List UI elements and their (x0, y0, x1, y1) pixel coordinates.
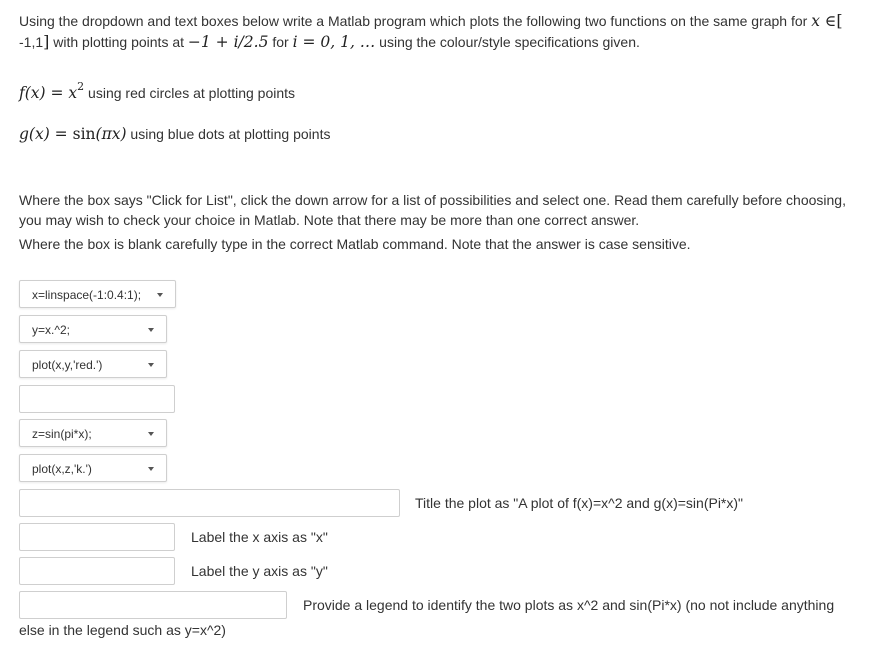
xlabel-input[interactable] (19, 523, 175, 551)
dropdown-y-expression[interactable] (19, 315, 167, 343)
ylabel-input[interactable] (19, 557, 175, 585)
caret-down-icon (148, 467, 154, 471)
dropdown-plot-f[interactable] (19, 350, 167, 378)
dropdown-plot-g[interactable] (19, 454, 167, 482)
x-in-symbol: x ∈ (811, 12, 837, 30)
instructions-p1-line2: you may wish to check your choice in Matlab. Note that there may be more than one correct answer. (19, 212, 640, 228)
plotting-points-text: with plotting points at (49, 34, 188, 50)
g-function-line (19, 123, 330, 145)
f-description: using red circles at plotting points (84, 85, 296, 102)
intro-line2-end: using the colour/style specifications given. (375, 34, 640, 50)
f-expression: $f(x) = x^2$ (19, 80, 85, 103)
dropdown-plot-g-value: plot(x,z,'k.') (32, 462, 92, 476)
legend-prompt-line2: else in the legend such as y=x^2) (19, 622, 226, 638)
f-power: 2 (77, 80, 85, 93)
intro-line1: Using the dropdown and text boxes below write a Matlab program which plots the following two functions on the same graph for (19, 13, 808, 29)
dropdown-y-expression-value: y=x.^2; (32, 323, 70, 337)
ylabel-prompt: Label the y axis as "y" (191, 563, 328, 579)
caret-down-icon (148, 432, 154, 436)
for-text: for (268, 34, 293, 50)
title-input[interactable] (19, 489, 400, 517)
i-values-expression: i = 0, 1, … (292, 33, 376, 51)
dropdown-z-expression[interactable] (19, 419, 167, 447)
instructions-p1-line1: Where the box says "Click for List", click the down arrow for a list of possibilities and select one. Read them carefully before choosing, (19, 192, 846, 208)
dropdown-z-expression-value: z=sin(pi*x); (32, 427, 92, 441)
range-text: -1,1 (19, 34, 44, 50)
question-intro-line2 (19, 31, 640, 53)
title-prompt: Title the plot as "A plot of f(x)=x^2 and g(x)=sin(Pi*x)" (415, 495, 744, 511)
caret-down-icon (157, 293, 163, 297)
legend-input[interactable] (19, 591, 287, 619)
open-bracket: [ (836, 11, 843, 30)
f-function-line (19, 78, 295, 104)
dropdown-linspace[interactable] (19, 280, 176, 308)
g-expression: g(x) = sin(πx) (19, 125, 127, 143)
caret-down-icon (148, 328, 154, 332)
g-description: using blue dots at plotting points (126, 126, 331, 142)
caret-down-icon (148, 363, 154, 367)
points-expression: −1 + i/2.5 (187, 33, 269, 51)
close-bracket: ] (43, 32, 50, 51)
question-intro (19, 10, 843, 32)
dropdown-linspace-value: x=linspace(-1:0.4:1); (32, 288, 142, 302)
xlabel-prompt: Label the x axis as "x" (191, 529, 328, 545)
hold-on-input[interactable] (19, 385, 175, 413)
dropdown-plot-f-value: plot(x,y,'red.') (32, 358, 103, 372)
instructions-p2: Where the box is blank carefully type in the correct Matlab command. Note that the answer is case sensitive. (19, 236, 691, 252)
legend-prompt-line1: Provide a legend to identify the two plots as x^2 and sin(Pi*x) (no not include anything (303, 597, 835, 613)
